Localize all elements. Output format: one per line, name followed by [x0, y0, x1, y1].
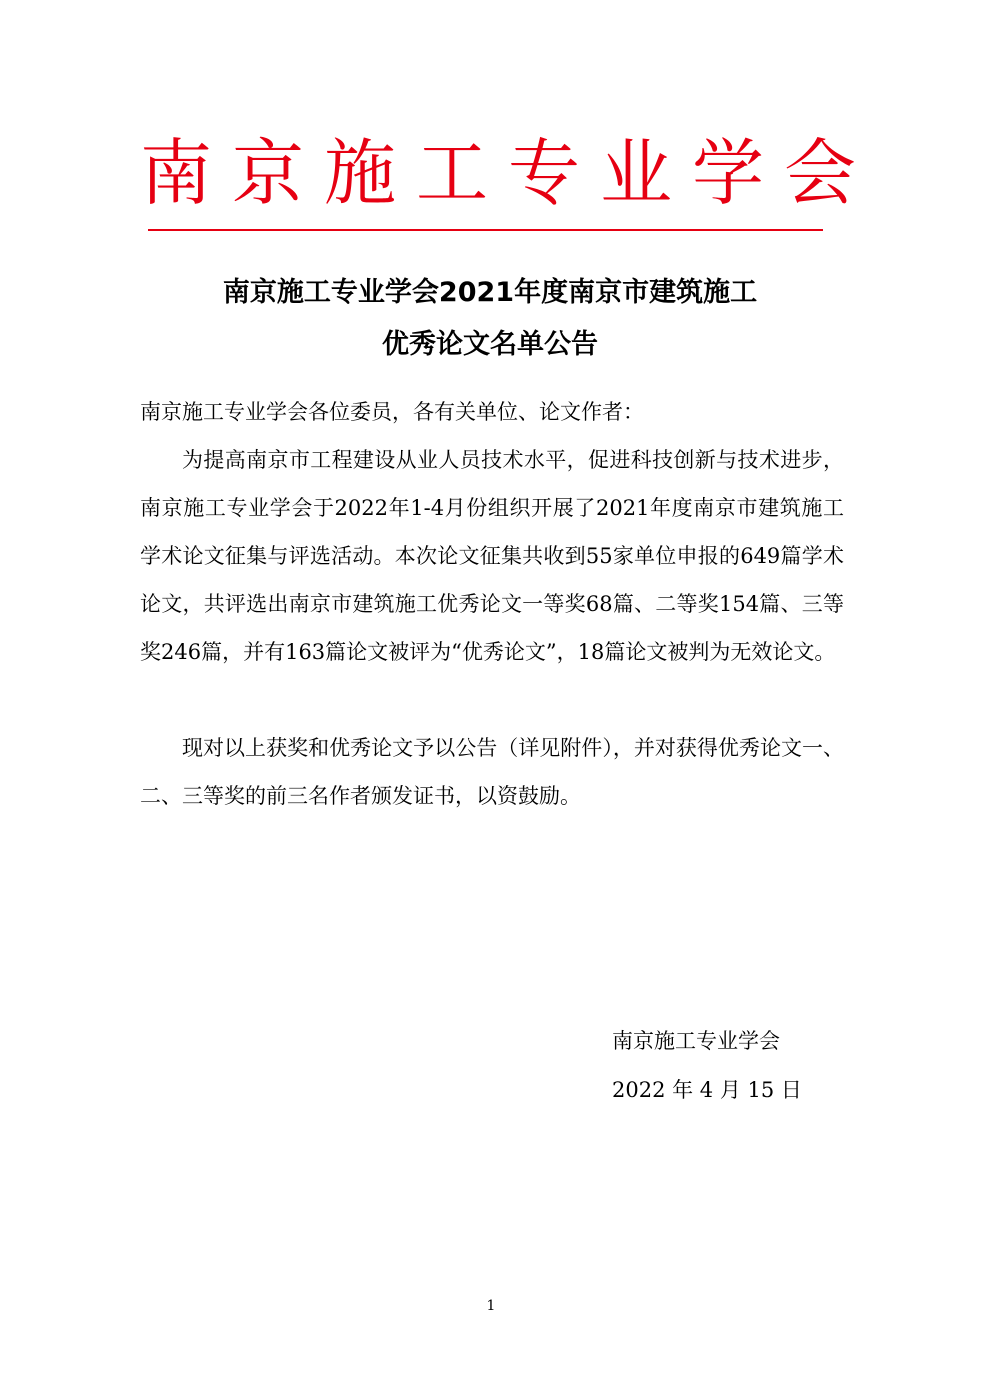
document-title-line-1: 南京施工专业学会2021年度南京市建筑施工: [222, 277, 758, 308]
body-paragraph-2: 现对以上获奖和优秀论文予以公告（详见附件），并对获得优秀论文一、二、三等奖的前三名作者颁发证书，以资鼓励。: [140, 736, 844, 808]
signature-date: 2022 年 4 月 15 日: [612, 1078, 802, 1102]
masthead-red-divider: [148, 229, 823, 231]
signature-org: 南京施工专业学会: [612, 1029, 780, 1053]
document-title-line-2: 优秀论文名单公告: [382, 329, 598, 360]
body-paragraph-1: 为提高南京市工程建设从业人员技术水平，促进科技创新与技术进步，南京施工专业学会于2022年1-4月份组织开展了2021年度南京市建筑施工学术论文征集与评选活动。本次论文征集共收到55家单位申报的649篇学术论文，共评选出南京市建筑施工优秀论文一等奖68篇、二等奖154篇、三等奖246篇，并有163篇论文被评为“优秀论文”，18篇论文被判为无效论文。: [140, 448, 844, 664]
page-number: 1: [486, 1298, 496, 1314]
masthead-org-name: 南京施工专业学会: [140, 131, 877, 215]
salutation: 南京施工专业学会各位委员，各有关单位、论文作者：: [140, 400, 644, 424]
